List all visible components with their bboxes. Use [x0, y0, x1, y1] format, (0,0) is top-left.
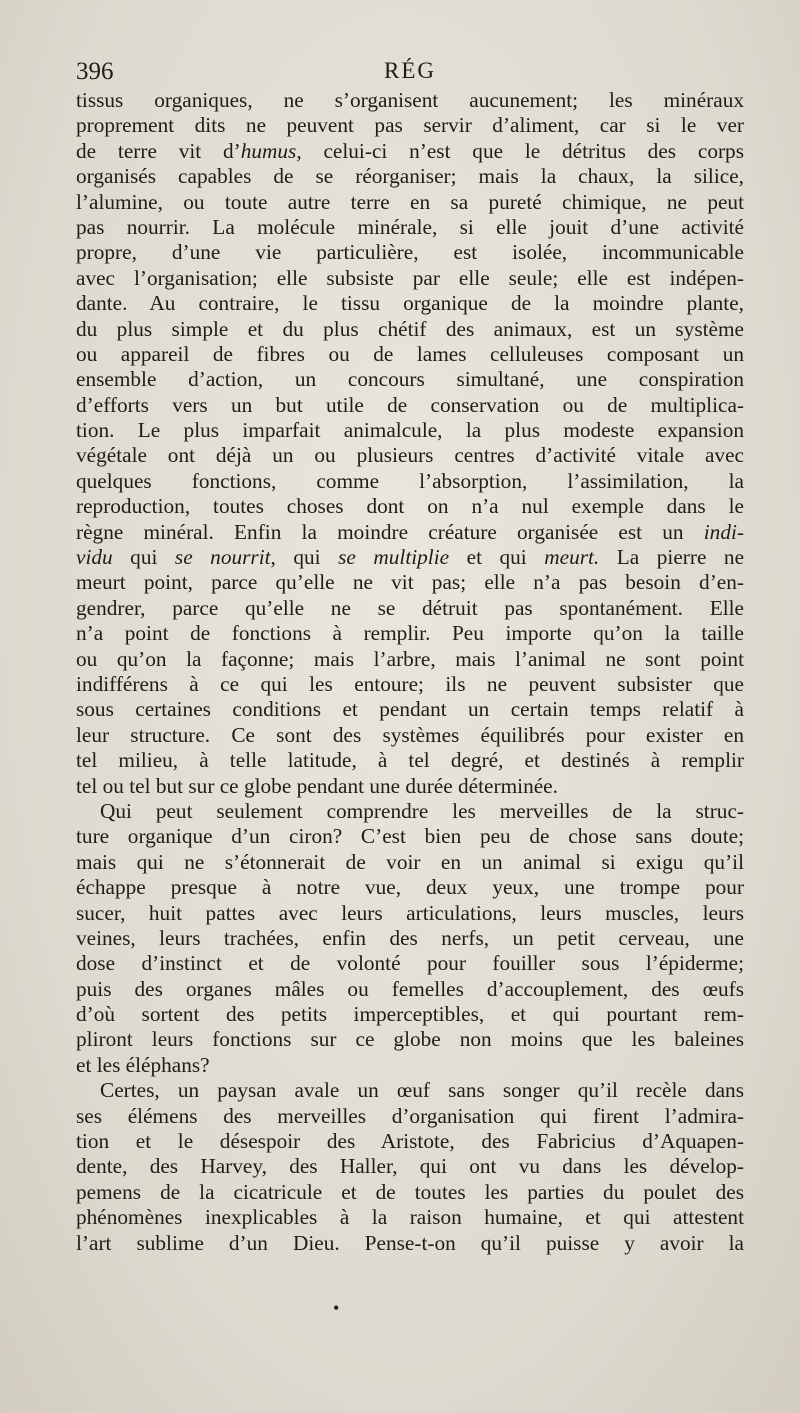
text-line: veines, leurs trachées, enfin des nerfs, un petit cerveau, une	[76, 925, 744, 950]
text-line: dose d’instinct et de volonté pour fouiller sous l’épiderme;	[76, 951, 744, 976]
text-line: tel ou tel but sur ce globe pendant une durée déterminée.	[76, 773, 558, 798]
text-line: dente, des Harvey, des Haller, qui ont vu dans les dévelop-	[76, 1154, 744, 1179]
text-line: dante. Au contraire, le tissu organique de la moindre plante,	[76, 291, 744, 316]
text-line: organisés capables de se réorganiser; mais la chaux, la silice,	[76, 164, 744, 189]
text-line: ou qu’on la façonne; mais l’arbre, mais l’animal ne sont point	[76, 646, 744, 671]
text-line: ture organique d’un ciron? C’est bien peu de chose sans doute;	[76, 824, 744, 849]
text-line: indifférens à ce qui les entoure; ils ne peuvent subsister que	[76, 671, 744, 696]
text-line: sous certaines conditions et pendant un certain temps relatif à	[76, 697, 744, 722]
text-line: leur structure. Ce sont des systèmes équilibrés pour exister en	[76, 722, 744, 747]
text-line: pas nourrir. La molécule minérale, si elle jouit d’une activité	[76, 214, 744, 239]
signature-mark: •	[333, 1298, 340, 1318]
body-text	[76, 88, 744, 1256]
text-line: Certes, un paysan avale un œuf sans songer qu’il recèle dans	[100, 1078, 744, 1103]
text-line: meurt point, parce qu’elle ne vit pas; elle n’a pas besoin d’en-	[76, 570, 744, 595]
page-header	[76, 58, 744, 88]
text-line: échappe presque à notre vue, deux yeux, une trompe pour	[76, 875, 744, 900]
text-line: d’efforts vers un but utile de conservation ou de multiplica-	[76, 392, 744, 417]
text-line: règne minéral. Enfin la moindre créature organisée est un indi-	[76, 519, 744, 544]
text-line: Qui peut seulement comprendre les merveilles de la struc-	[100, 798, 744, 823]
paragraph-2	[76, 799, 744, 1078]
text-line: d’où sortent des petits imperceptibles, et qui pourtant rem-	[76, 1002, 744, 1027]
text-line: de terre vit d’humus, celui-ci n’est que le détritus des corps	[76, 138, 744, 163]
page-number: 396	[76, 58, 114, 85]
text-line: pliront leurs fonctions sur ce globe non moins que les baleines	[76, 1027, 744, 1052]
text-line: ou appareil de fibres ou de lames celluleuses composant un	[76, 341, 744, 366]
paragraph-1	[76, 88, 744, 799]
text-line: avec l’organisation; elle subsiste par elle seule; elle est indépen-	[76, 265, 744, 290]
text-line: tissus organiques, ne s’organisent aucunement; les minéraux	[76, 88, 744, 112]
text-line: puis des organes mâles ou femelles d’accouplement, des œufs	[76, 976, 744, 1001]
text-line: sucer, huit pattes avec leurs articulations, leurs muscles, leurs	[76, 900, 744, 925]
text-line: ses élémens des merveilles d’organisation qui firent l’admira-	[76, 1103, 744, 1128]
text-line: tion et le désespoir des Aristote, des Fabricius d’Aquapen-	[76, 1129, 744, 1154]
text-line: quelques fonctions, comme l’absorption, l’assimilation, la	[76, 468, 744, 493]
text-line: propre, d’une vie particulière, est isolée, incommunicable	[76, 240, 744, 265]
text-line: et les éléphans?	[76, 1052, 210, 1077]
paragraph-3	[76, 1078, 744, 1256]
text-line: phénomènes inexplicables à la raison humaine, et qui attestent	[76, 1205, 744, 1230]
text-line: ensemble d’action, un concours simultané, une conspiration	[76, 367, 744, 392]
text-line: tion. Le plus imparfait animalcule, la plus modeste expansion	[76, 418, 744, 443]
text-line: l’alumine, ou toute autre terre en sa pureté chimique, ne peut	[76, 189, 744, 214]
text-line: du plus simple et du plus chétif des animaux, est un système	[76, 316, 744, 341]
text-line: gendrer, parce qu’elle ne se détruit pas spontanément. Elle	[76, 595, 744, 620]
running-head: RÉG	[384, 58, 436, 83]
text-line: n’a point de fonctions à remplir. Peu importe qu’on la taille	[76, 621, 744, 646]
text-line: mais qui ne s’étonnerait de voir en un animal si exigu qu’il	[76, 849, 744, 874]
text-line: reproduction, toutes choses dont on n’a nul exemple dans le	[76, 494, 744, 519]
text-line: vidu qui se nourrit, qui se multiplie et qui meurt. La pierre ne	[76, 545, 745, 570]
text-line: végétale ont déjà un ou plusieurs centres d’activité vitale avec	[76, 443, 744, 468]
text-line: l’art sublime d’un Dieu. Pense-t-on qu’il puisse y avoir la	[76, 1230, 744, 1255]
text-line: proprement dits ne peuvent pas servir d’aliment, car si le ver	[76, 113, 744, 138]
text-line: pemens de la cicatricule et de toutes les parties du poulet des	[76, 1179, 744, 1204]
text-line: tel milieu, à telle latitude, à tel degré, et destinés à remplir	[76, 748, 744, 773]
